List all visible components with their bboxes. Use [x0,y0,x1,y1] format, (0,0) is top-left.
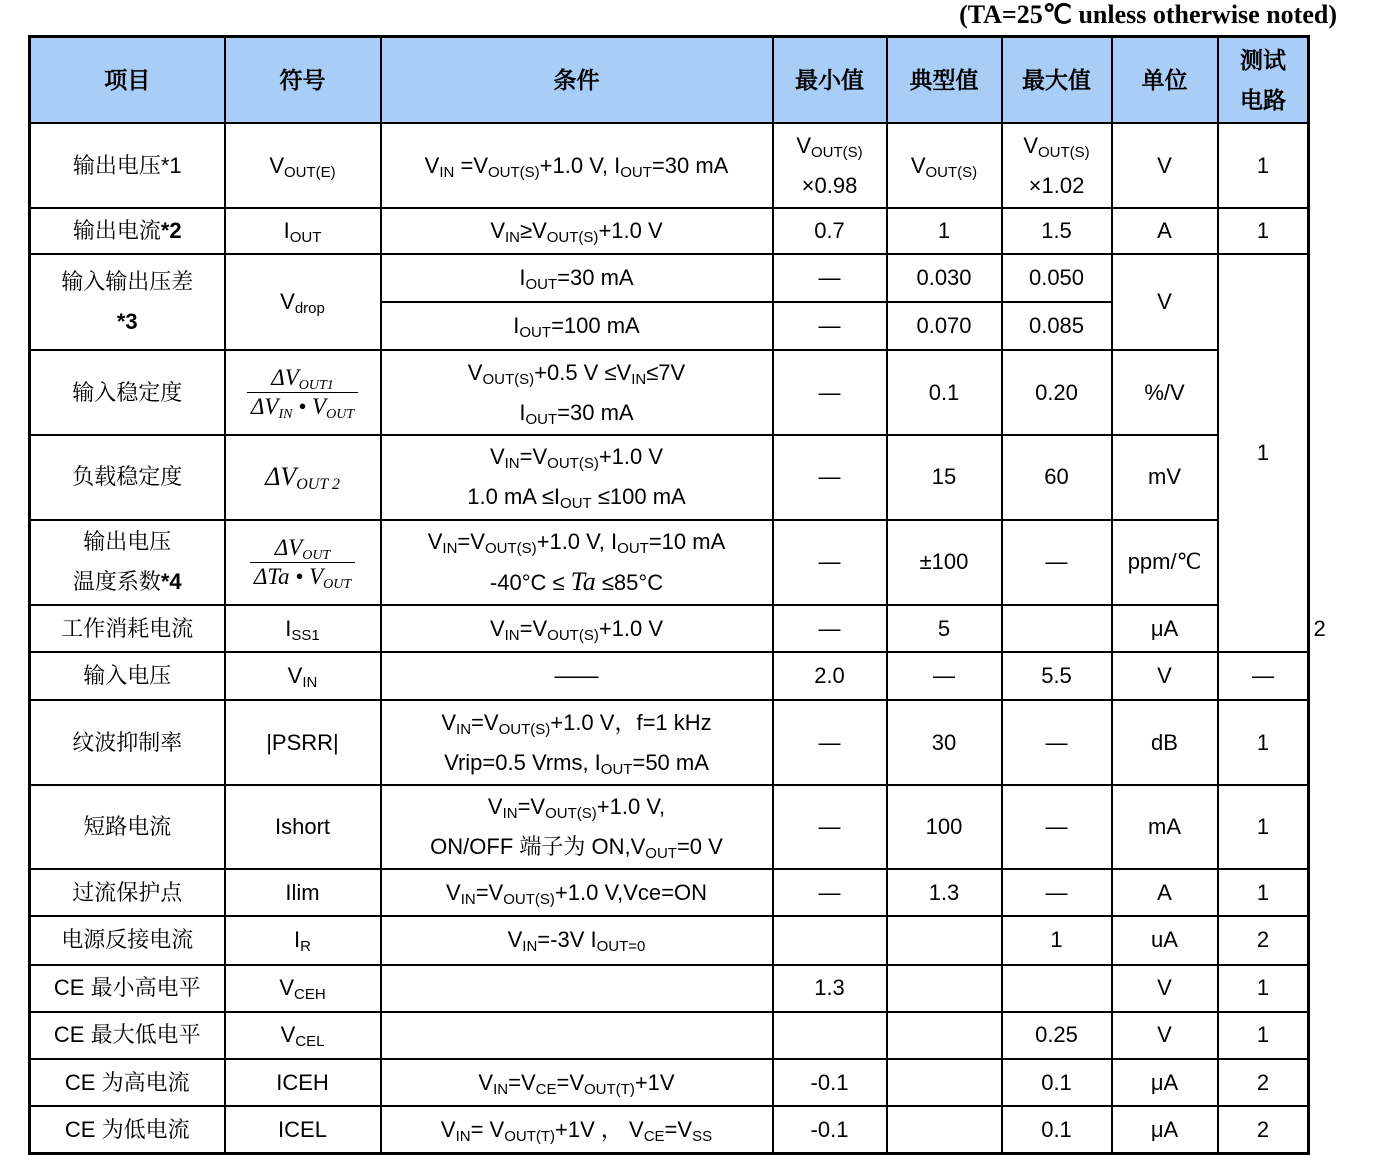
unit: A [1112,869,1218,916]
test-circuit: 1 [1218,208,1309,254]
test-circuit: 1 [1218,869,1309,916]
typ-value: ±100 [887,520,1002,605]
condition: —— [381,652,773,700]
symbol: Ilim [225,869,381,916]
unit: μA [1112,1106,1218,1153]
condition: $I_{OUT}=100$ mA [381,302,773,350]
typ-value: 1.3 [887,869,1002,916]
max-value: 0.25 [1002,1012,1112,1059]
condition: $V_{OUT(S)}+0.5$ $V \le V_{IN}\le 7V$ $I_{OUT}=30$ mA [381,350,773,435]
max-value [1002,605,1112,652]
min-value: — [773,700,887,784]
condition: $V_{IN}= V_{OUT(T)}+1V$ ， $V_{CE}=V_{SS}$ [381,1106,773,1153]
min-value: — [773,605,887,652]
row-ce-high-level [30,965,1309,1012]
item-label: 短路电流 [30,785,225,869]
row-psrr [30,700,1309,784]
item-label: 输出电压 温度系数*4 [30,520,225,605]
unit: mA [1112,785,1218,869]
min-value: 0.7 [773,208,887,254]
row-reverse-current [30,916,1309,964]
max-value: 1 [1002,916,1112,964]
min-value: 2.0 [773,652,887,700]
test-circuit: — [1218,652,1309,700]
header-min: 最小值 [773,37,887,123]
max-value: — [1002,700,1112,784]
min-value: $V_{OUT(S)}$ ×0.98 [773,123,887,208]
test-circuit: 1 [1218,254,1309,652]
item-label: 电源反接电流 [30,916,225,964]
min-value: — [773,254,887,301]
temperature-coefficient-formula: $\frac{\Delta V_{OUT}}{\Delta Ta • V_{OUT}}$ [250,534,355,591]
condition [381,965,773,1012]
symbol: $I_{SS1}$ [225,605,381,652]
condition: $V_{IN}=V_{OUT(S)}+1.0$ V,Vce=ON [381,869,773,916]
item-label: CE 最小高电平 [30,965,225,1012]
condition: $V_{IN}=V_{OUT(S)}+1.0$ V [381,605,773,652]
item-label: CE 为低电流 [30,1106,225,1153]
condition: $I_{OUT}=30$ mA [381,254,773,301]
typ-value [887,1106,1002,1153]
row-dropout-voltage-a [30,254,1309,301]
row-line-regulation [30,350,1309,435]
min-value: — [773,350,887,435]
min-value: — [773,302,887,350]
min-value: -0.1 [773,1059,887,1106]
unit: μA [1112,605,1218,652]
max-value: — [1002,785,1112,869]
unit: mV [1112,435,1218,519]
symbol: $V_{CEL}$ [225,1012,381,1059]
header-circuit: 测试 电路 [1218,37,1309,123]
test-circuit: 2 [1218,916,1309,964]
row-current-limit [30,869,1309,916]
symbol [225,350,381,435]
unit: %/V [1112,350,1218,435]
condition: $V_{IN}=V_{OUT(S)}+1.0$ V 1.0 mA $\le I_{OUT} \le 100$ mA [381,435,773,519]
typ-value: 0.1 [887,350,1002,435]
typ-value [887,1012,1002,1059]
unit: dB [1112,700,1218,784]
item-label: 纹波抑制率 [30,700,225,784]
symbol: $I_R$ [225,916,381,964]
test-circuit: 1 [1218,123,1309,208]
typ-value: 5 [887,605,1002,652]
row-temperature-coefficient [30,520,1309,605]
min-value: — [773,785,887,869]
header-row [30,37,1309,123]
row-load-regulation [30,435,1309,519]
row-quiescent-current: 工作消耗电流 $I_{SS1}$ $V_{IN}=V_{OUT(S)}+1.0$ V — 5 μA 2 [30,605,1309,652]
item-label: 输入输出压差 *3 [30,254,225,349]
row-ce-high-current [30,1059,1309,1106]
condition: $V_{IN}=V_{OUT(S)}+1.0$ V, $I_{OUT}=10$ mA -40°C ≤ Ta ≤85°C [381,520,773,605]
symbol: $V_{drop}$ [225,254,381,349]
item-label: CE 最大低电平 [30,1012,225,1059]
item-label: 输出电压*1 [30,123,225,208]
max-value: 0.050 [1002,254,1112,301]
symbol: Ishort [225,785,381,869]
test-circuit: 1 [1218,1012,1309,1059]
min-value [773,916,887,964]
min-value: — [773,520,887,605]
header-condition: 条件 [381,37,773,123]
max-value [1002,965,1112,1012]
header-item: 项目 [30,37,225,123]
header-max: 最大值 [1002,37,1112,123]
symbol [225,435,381,519]
symbol: $I_{OUT}$ [225,208,381,254]
typ-value: 100 [887,785,1002,869]
symbol: ICEL [225,1106,381,1153]
typ-value: $V_{OUT(S)}$ [887,123,1002,208]
condition: $V_{IN}=-3V$ $I_{OUT=0}$ [381,916,773,964]
unit: V [1112,123,1218,208]
item-label: 输出电流*2 [30,208,225,254]
row-ce-low-current [30,1106,1309,1153]
unit: μA [1112,1059,1218,1106]
max-value: — [1002,869,1112,916]
test-circuit: 2 [1218,1106,1309,1153]
item-label: 输入稳定度 [30,350,225,435]
unit: V [1112,254,1218,349]
symbol: $V_{IN}$ [225,652,381,700]
symbol: $V_{CEH}$ [225,965,381,1012]
test-circuit: 1 [1218,700,1309,784]
min-value: 1.3 [773,965,887,1012]
typ-value: 0.030 [887,254,1002,301]
item-label: 负载稳定度 [30,435,225,519]
unit: V [1112,1012,1218,1059]
max-value: $V_{OUT(S)}$ ×1.02 [1002,123,1112,208]
item-label: 输入电压 [30,652,225,700]
test-circuit: 1 [1218,785,1309,869]
condition [381,1012,773,1059]
condition: $V_{IN} =V_{OUT(S)}+1.0$ V, $I_{OUT}=30$ mA [381,123,773,208]
unit: uA [1112,916,1218,964]
header-typ: 典型值 [887,37,1002,123]
max-value: — [1002,520,1112,605]
item-label: 过流保护点 [30,869,225,916]
max-value: 0.1 [1002,1059,1112,1106]
min-value: -0.1 [773,1106,887,1153]
max-value: 1.5 [1002,208,1112,254]
max-value: 5.5 [1002,652,1112,700]
typ-value [887,1059,1002,1106]
min-value: — [773,869,887,916]
max-value: 0.1 [1002,1106,1112,1153]
unit: V [1112,652,1218,700]
condition: $V_{IN}\ge V_{OUT(S)}+1.0$ V [381,208,773,254]
typ-value: 30 [887,700,1002,784]
row-short-circuit-current [30,785,1309,869]
row-input-voltage [30,652,1309,700]
row-output-voltage [30,123,1309,208]
condition: $V_{IN}=V_{OUT(S)}+1.0$ V, ON/OFF 端子为 $ON,V_{OUT}=0$ V [381,785,773,869]
electrical-characteristics-table [28,35,1326,1155]
item-label: CE 为高电流 [30,1059,225,1106]
test-circuit: 1 [1218,965,1309,1012]
condition: $V_{IN}=V_{OUT(S)}+1.0$ V，f=1 kHz Vrip=0.5 Vrms, $I_{OUT}=50$ mA [381,700,773,784]
typ-value: 15 [887,435,1002,519]
condition-note: (TA=25℃ unless otherwise noted) [959,0,1337,29]
symbol [225,520,381,605]
typ-value: — [887,652,1002,700]
line-regulation-formula: $\frac{\Delta V_{OUT1}}{\Delta V_{IN} • V_{OUT}}$ [247,364,358,421]
typ-value [887,965,1002,1012]
unit: V [1112,965,1218,1012]
symbol: ICEH [225,1059,381,1106]
max-value: 60 [1002,435,1112,519]
typ-value [887,916,1002,964]
header-symbol: 符号 [225,37,381,123]
symbol: |PSRR| [225,700,381,784]
header-unit: 单位 [1112,37,1218,123]
symbol: $V_{OUT(E)}$ [225,123,381,208]
min-value: — [773,435,887,519]
unit: ppm/℃ [1112,520,1218,605]
typ-value: 1 [887,208,1002,254]
max-value: 0.085 [1002,302,1112,350]
item-label: 工作消耗电流 [30,605,225,652]
test-circuit: 2 [1218,1059,1309,1106]
unit: A [1112,208,1218,254]
typ-value: 0.070 [887,302,1002,350]
min-value [773,1012,887,1059]
load-regulation-formula: $\Delta V_{OUT 2}$ [265,461,340,493]
max-value: 0.20 [1002,350,1112,435]
row-ce-low-level [30,1012,1309,1059]
row-output-current [30,208,1309,254]
condition: $V_{IN}=V_{CE}=V_{OUT(T)}+1V$ [381,1059,773,1106]
